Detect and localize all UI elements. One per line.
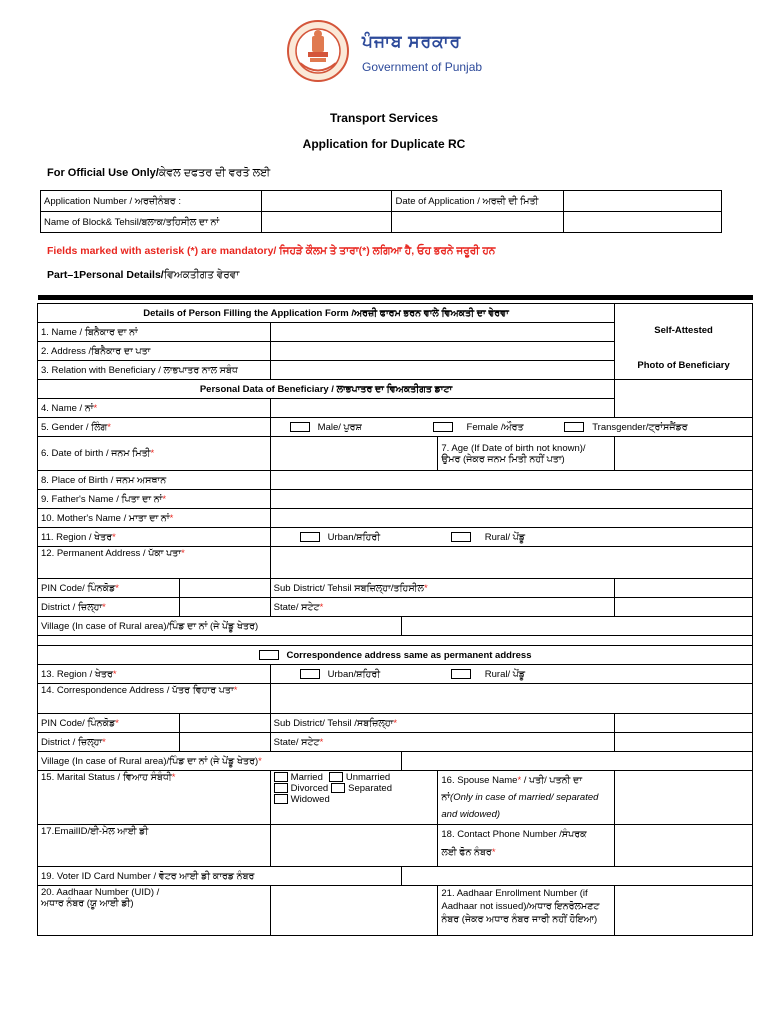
district-2-field[interactable] [179,733,270,752]
widowed-checkbox[interactable] [274,794,288,804]
empty-cell [392,212,564,233]
official-use-heading-pa: ਕੇਵਲ ਦਫਤਰ ਦੀ ਵਰਤੋ ਲਈ [158,167,271,179]
mother-name-field[interactable] [270,509,752,528]
district-2-label-text: District / ਜ਼ਿਲ੍ਹਾ [41,736,103,748]
required-asterisk: * [93,402,98,414]
state-field[interactable] [615,598,753,617]
same-address-row [38,646,753,665]
spouse-note-pa: ਨਾਂ [441,792,451,803]
aadhaar-label-en: 20. Aadhaar Number (UID) / [41,887,160,898]
gender-options [270,418,752,437]
brand-english: Government of Punjab [362,60,483,74]
pin-field[interactable] [179,579,270,598]
father-name-label [38,490,271,509]
village-2-label-text: Village (In case of Rural area)/ਪਿੰਡ ਦਾ ਨਾਂ (ਜੇ ਪੇਂਡੂ ਖੇਤਰ) [41,755,259,767]
district-label [38,598,180,617]
aadhaar-field[interactable] [270,886,438,936]
photo-label-line2: Photo of Beneficiary [637,360,730,371]
region-13-label [38,665,271,684]
required-asterisk: * [107,421,111,433]
official-use-heading [47,167,270,180]
empty-cell [564,212,722,233]
sub-district-2-field[interactable] [615,714,753,733]
age-field[interactable] [615,437,753,471]
required-asterisk: * [319,601,324,613]
mandatory-note: Fields marked with asterisk (*) are mandatory/ ਜਿਹੜੇ ਕੌਲਮ ਤੇ ਤਾਰਾ(*) ਲਗਿਆ ਹੈ, ਓਹ ਭਰਨੇ ਜਰੂਰੀ ਹਨ [47,245,496,257]
required-asterisk: * [258,755,262,767]
photo-box-extension [615,380,753,418]
name-field[interactable] [270,399,614,418]
spouse-label-text: 16. Spouse Name [441,775,518,786]
region-13-label-text: 13. Region / ਖੇਤਰ [41,668,113,680]
phone-field[interactable] [615,825,753,867]
unmarried-checkbox[interactable] [329,772,343,782]
father-name-field[interactable] [270,490,752,509]
district-field[interactable] [179,598,270,617]
region-rural-label: Rural/ ਪੇਂਡੂ [484,531,526,543]
required-asterisk: * [233,685,238,696]
gender-male-checkbox[interactable] [290,422,310,432]
widowed-label: Widowed [290,794,330,805]
required-asterisk: * [171,772,176,783]
village-2-field[interactable] [402,752,753,771]
gender-female-checkbox[interactable] [433,422,453,432]
father-name-label-text: 9. Father's Name / ਪਿਤਾ ਦਾ ਨਾਂ [41,493,163,505]
application-number-field[interactable] [261,191,392,212]
marital-label-text: 15. Marital Status / ਵਿਆਹ ਸੰਬੰਧੀ [41,772,172,783]
region-rural-checkbox[interactable] [451,532,471,542]
region-options [270,528,752,547]
section-filer-details: Details of Person Filling the Application Form /ਅਰਜ਼ੀ ਫਾਰਮ ਭਰਨ ਵਾਲੇ ਵਿਅਕਤੀ ਦਾ ਵੇਰਵਾ [38,304,615,323]
date-of-application-field[interactable] [564,191,722,212]
required-asterisk: * [115,582,119,594]
enrollment-label-pa: ਨੰਬਰ (ਜੇਕਰ ਅਧਾਰ ਨੰਬਰ ਜਾਰੀ ਨਹੀਂ ਹੋਇਆ) [441,914,598,925]
voter-id-field[interactable] [402,867,753,886]
filer-address-label: 2. Address /ਬਿਨੈਕਾਰ ਦਾ ਪਤਾ [38,342,271,361]
page-subtitle: Application for Duplicate RC [302,137,466,151]
date-of-application-label: Date of Application / ਅਰਜ਼ੀ ਦੀ ਮਿਤੀ [392,191,564,212]
phone-label-en: 18. Contact Phone Number /ਸੰਪਰਕ [441,829,587,840]
photo-label-line1: Self-Attested [654,325,713,336]
part1-label: Part–1Personal Details/ [47,269,164,281]
place-of-birth-field[interactable] [270,471,752,490]
header [286,18,506,84]
required-asterisk: * [181,548,185,559]
part1-label-pa: ਵਿਅਕਤੀਗਤ ਵੇਰਵਾ [163,269,240,281]
block-tehsil-field[interactable] [261,212,392,233]
divorced-checkbox[interactable] [274,783,288,793]
enrollment-field[interactable] [615,886,753,936]
name-label [38,399,271,418]
punjab-government-seal-icon [286,18,350,84]
dob-field[interactable] [270,437,438,471]
state-2-label-text: State/ ਸਟੇਟ [273,736,320,748]
required-asterisk: * [491,847,496,858]
pin-2-field[interactable] [179,714,270,733]
official-use-heading-en: For Official Use Only/ [47,167,159,179]
unmarried-label: Unmarried [345,772,391,783]
region-13-urban-checkbox[interactable] [300,669,320,679]
age-label-pa: ਉਮਰ (ਜੇਕਰ ਜਨਮ ਮਿਤੀ ਨਹੀਂ ਪਤਾ) [441,453,565,465]
region-label [38,528,271,547]
required-asterisk: * [102,601,106,613]
state-2-field[interactable] [615,733,753,752]
required-asterisk: * [112,668,117,680]
spacer-row [38,636,753,646]
perm-address-label-text: 12. Permanent Address / ਪੱਕਾ ਪਤਾ [41,548,182,559]
marital-label [38,771,271,825]
required-asterisk: * [102,736,106,748]
gender-label-text: 5. Gender / ਲਿੰਗ [41,421,108,433]
relation-label: 3. Relation with Beneficiary / ਲਾਭਪਾਤਰ ਨਾਲ ਸਬੰਧ [38,361,271,380]
perm-address-label [38,547,271,579]
region-13-rural-checkbox[interactable] [451,669,471,679]
separated-checkbox[interactable] [331,783,345,793]
page-title: Transport Services [329,111,439,125]
pin-2-label-text: PIN Code/ ਪਿੰਨਕੋਡ [41,717,116,729]
required-asterisk: * [517,775,522,786]
region-13-rural-label: Rural/ ਪੇਂਡੂ [484,668,526,680]
marital-options [270,771,438,825]
same-address-label: Correspondence address same as permanent address [286,649,532,661]
divorced-label: Divorced [290,783,329,794]
phone-label [438,825,615,867]
same-address-checkbox[interactable] [259,650,279,660]
state-label-text: State/ ਸਟੇਟ [273,601,320,613]
married-label: Married [290,772,323,783]
photo-box[interactable] [615,304,753,380]
enrollment-label-en: 21. Aadhaar Enrollment Number (if Aadhaar not issued)/ਅਧਾਰ ਇਨਰੋਲਮਣਟ [441,888,600,912]
required-asterisk: * [150,448,155,459]
name-label-text: 4. Name / ਨਾਂ [41,402,94,414]
spouse-label [438,771,615,825]
gender-transgender-label: Transgender/ਟ੍ਰਾਂਸਜੈਂਡਰ [592,421,688,433]
email-field[interactable] [270,825,438,867]
section-personal-data: Personal Data of Beneficiary / ਲਾਭਪਾਤਰ ਦਾ ਵਿਅਕਤੀਗਤ ਡਾਟਾ [38,380,615,399]
region-13-options [270,665,752,684]
voter-id-label: 19. Voter ID Card Number / ਵੋਟਰ ਆਈ ਡੀ ਕਾਰਡ ਨੰਬਰ [38,867,402,886]
mother-name-label-text: 10. Mother's Name / ਮਾਤਾ ਦਾ ਨਾਂ [41,512,170,524]
gender-male-label: Male/ ਪੁਰਸ਼ [317,421,362,433]
state-label [270,598,614,617]
spouse-field[interactable] [615,771,753,825]
sub-district-field[interactable] [615,579,753,598]
required-asterisk: * [319,736,324,748]
enrollment-label [438,886,615,936]
gender-female-label: Female /ਔਰਤ [466,421,524,433]
district-2-label [38,733,180,752]
region-urban-label: Urban/ਸ਼ਹਿਰੀ [327,531,381,543]
divider [38,295,753,300]
personal-details-table [37,303,753,936]
district-label-text: District / ਜ਼ਿਲ੍ਹਾ [41,601,103,613]
brand-punjabi: ਪੰਜਾਬ ਸਰਕਾਰ [362,32,462,51]
pin-label-text: PIN Code/ ਪਿੰਨਕੋਡ [41,582,116,594]
perm-address-field[interactable] [270,547,752,579]
required-asterisk: * [115,717,119,729]
required-asterisk: * [162,493,167,505]
aadhaar-label [38,886,271,936]
application-number-label: Application Number / ਅਰਜ਼ੀਨੰਬਰ : [41,191,262,212]
corr-address-label-text: 14. Correspondence Address / ਪੱਤਰ ਵਿਹਾਰ ਪਤਾ [41,685,234,696]
age-label [438,437,615,471]
corr-address-field[interactable] [270,684,752,714]
spouse-note: (Only in case of married/ separated and widowed) [441,792,599,820]
block-tehsil-label: Name of Block& Tehsil/ਬਲਾਕ/ਤਹਿਸੀਲ ਦਾ ਨਾਂ [41,212,262,233]
village-label: Village (In case of Rural area)/ਪਿੰਡ ਦਾ ਨਾਂ (ਜੇ ਪੇਂਡੂ ਖੇਤਰ) [38,617,402,636]
filer-address-field[interactable] [270,342,614,361]
sub-district-2-label [270,714,614,733]
gender-transgender-checkbox[interactable] [564,422,584,432]
sub-district-label [270,579,614,598]
email-label: 17.EmailID/ਈ-ਮੇਲ ਆਈ ਡੀ [38,825,271,867]
pin-2-label [38,714,180,733]
married-checkbox[interactable] [274,772,288,782]
separated-label: Separated [348,783,392,794]
dob-label [38,437,271,471]
sub-district-label-text: Sub District/ Tehsil ਸਬਜ਼ਿਲ੍ਹਾ/ਤਹਿਸੀਲ [273,582,424,594]
filer-name-field[interactable] [270,323,614,342]
spouse-label-pa: / ਪਤੀ/ ਪਤਨੀ ਦਾ [521,775,583,786]
state-2-label [270,733,614,752]
official-use-table [40,190,722,233]
region-13-urban-label: Urban/ਸ਼ਹਿਰੀ [327,668,381,680]
required-asterisk: * [423,582,428,594]
village-field[interactable] [402,617,753,636]
gender-label [38,418,271,437]
corr-address-label [38,684,271,714]
dob-label-text: 6. Date of birth / ਜਨਮ ਮਿਤੀ [41,448,151,459]
filer-name-label: 1. Name / ਬਿਨੈਕਾਰ ਦਾ ਨਾਂ [38,323,271,342]
sub-district-2-label-text: Sub District/ Tehsil /ਸਬਜ਼ਿਲ੍ਹਾ [273,717,394,729]
relation-field[interactable] [270,361,614,380]
phone-label-pa: ਲਈ ਫੋਨ ਨੰਬਰ [441,847,492,858]
village-2-label [38,752,402,771]
region-urban-checkbox[interactable] [300,532,320,542]
part1-heading [47,269,239,282]
required-asterisk: * [393,717,398,729]
required-asterisk: * [112,531,116,543]
mother-name-label [38,509,271,528]
age-label-en: 7. Age (If Date of birth not known)/ [441,442,586,454]
required-asterisk: * [169,512,174,524]
place-of-birth-label: 8. Place of Birth / ਜਨਮ ਅਸਥਾਨ [38,471,271,490]
region-label-text: 11. Region / ਖੇਤਰ [41,531,113,543]
pin-label [38,579,180,598]
aadhaar-label-pa: ਅਧਾਰ ਨੰਬਰ (ਯੂ ਆਈ ਡੀ) [41,898,134,909]
